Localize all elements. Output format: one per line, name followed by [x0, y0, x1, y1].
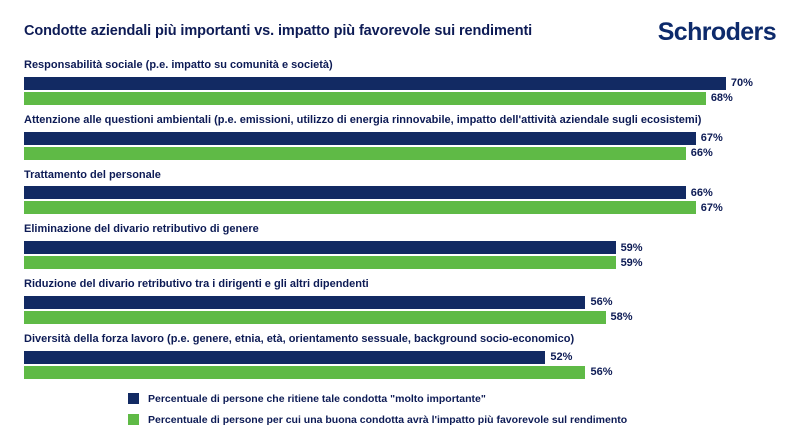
- chart-group: [24, 169, 776, 215]
- bar-value-label: 70%: [730, 77, 753, 90]
- legend-label: Percentuale di persone che ritiene tale condotta "molto importante": [148, 392, 486, 405]
- bar-row: [24, 296, 776, 309]
- page-title: Condotte aziendali più importanti vs. impatto più favorevole sui rendimenti: [24, 23, 533, 39]
- bar-impact: [24, 256, 616, 269]
- chart-group: [24, 114, 776, 160]
- category-label: Attenzione alle questioni ambientali (p.e. emissioni, utilizzo di energia rinnovabile, impatto dell'attività aziendale sugli ecosistemi): [24, 113, 702, 126]
- bar-value-label: 52%: [550, 351, 573, 363]
- bar-row: [24, 92, 776, 105]
- bar-value-label: 67%: [700, 201, 723, 214]
- bar-impact: [24, 366, 585, 379]
- bar-value-label: 66%: [690, 147, 713, 159]
- bar-row: [24, 311, 776, 324]
- legend-item: [128, 393, 800, 405]
- bar-importance: [24, 351, 545, 364]
- category-label: Trattamento del personale: [24, 168, 161, 181]
- schroders-logo: Schroders: [657, 18, 776, 46]
- bar-row: [24, 201, 776, 214]
- legend-swatch-icon: [128, 393, 139, 404]
- bar-importance: [24, 241, 616, 254]
- bar-row: [24, 77, 776, 90]
- bar-value-label: 56%: [590, 366, 613, 378]
- bar-impact: [24, 201, 696, 214]
- bar-importance: [24, 132, 696, 145]
- bar-value-label: 68%: [710, 92, 733, 105]
- bar-impact: [24, 92, 706, 105]
- bar-row: [24, 132, 776, 145]
- bar-importance: [24, 296, 585, 309]
- legend-label: Percentuale di persone per cui una buona condotta avrà l'impatto più favorevole sul rendimento: [148, 413, 628, 426]
- chart-group: [24, 278, 776, 324]
- chart-group: [24, 333, 776, 379]
- bar-chart: [0, 59, 800, 379]
- category-label: Riduzione del divario retributivo tra i dirigenti e gli altri dipendenti: [24, 278, 369, 290]
- page-header: [0, 0, 800, 45]
- bar-row: [24, 186, 776, 199]
- bar-row: [24, 351, 776, 364]
- bar-value-label: 66%: [690, 186, 713, 199]
- chart-group: [24, 59, 776, 105]
- category-label: Responsabilità sociale (p.e. impatto su comunità e società): [24, 59, 333, 71]
- bar-importance: [24, 77, 726, 90]
- bar-value-label: 58%: [610, 311, 633, 324]
- legend-swatch-icon: [128, 414, 139, 425]
- bar-impact: [24, 147, 686, 160]
- category-label: Diversità della forza lavoro (p.e. genere, etnia, età, orientamento sessuale, background socio-economico): [24, 332, 575, 345]
- bar-row: [24, 241, 776, 254]
- bar-importance: [24, 186, 686, 199]
- bar-row: [24, 366, 776, 379]
- bar-impact: [24, 311, 606, 324]
- bar-row: [24, 256, 776, 269]
- chart-group: [24, 223, 776, 269]
- bar-row: [24, 147, 776, 160]
- category-label: Eliminazione del divario retributivo di genere: [24, 223, 259, 236]
- bar-value-label: 56%: [590, 296, 613, 309]
- chart-legend: [0, 393, 800, 426]
- bar-value-label: 59%: [620, 241, 643, 254]
- bar-value-label: 67%: [700, 132, 723, 144]
- legend-item: [128, 414, 800, 426]
- bar-value-label: 59%: [620, 256, 643, 269]
